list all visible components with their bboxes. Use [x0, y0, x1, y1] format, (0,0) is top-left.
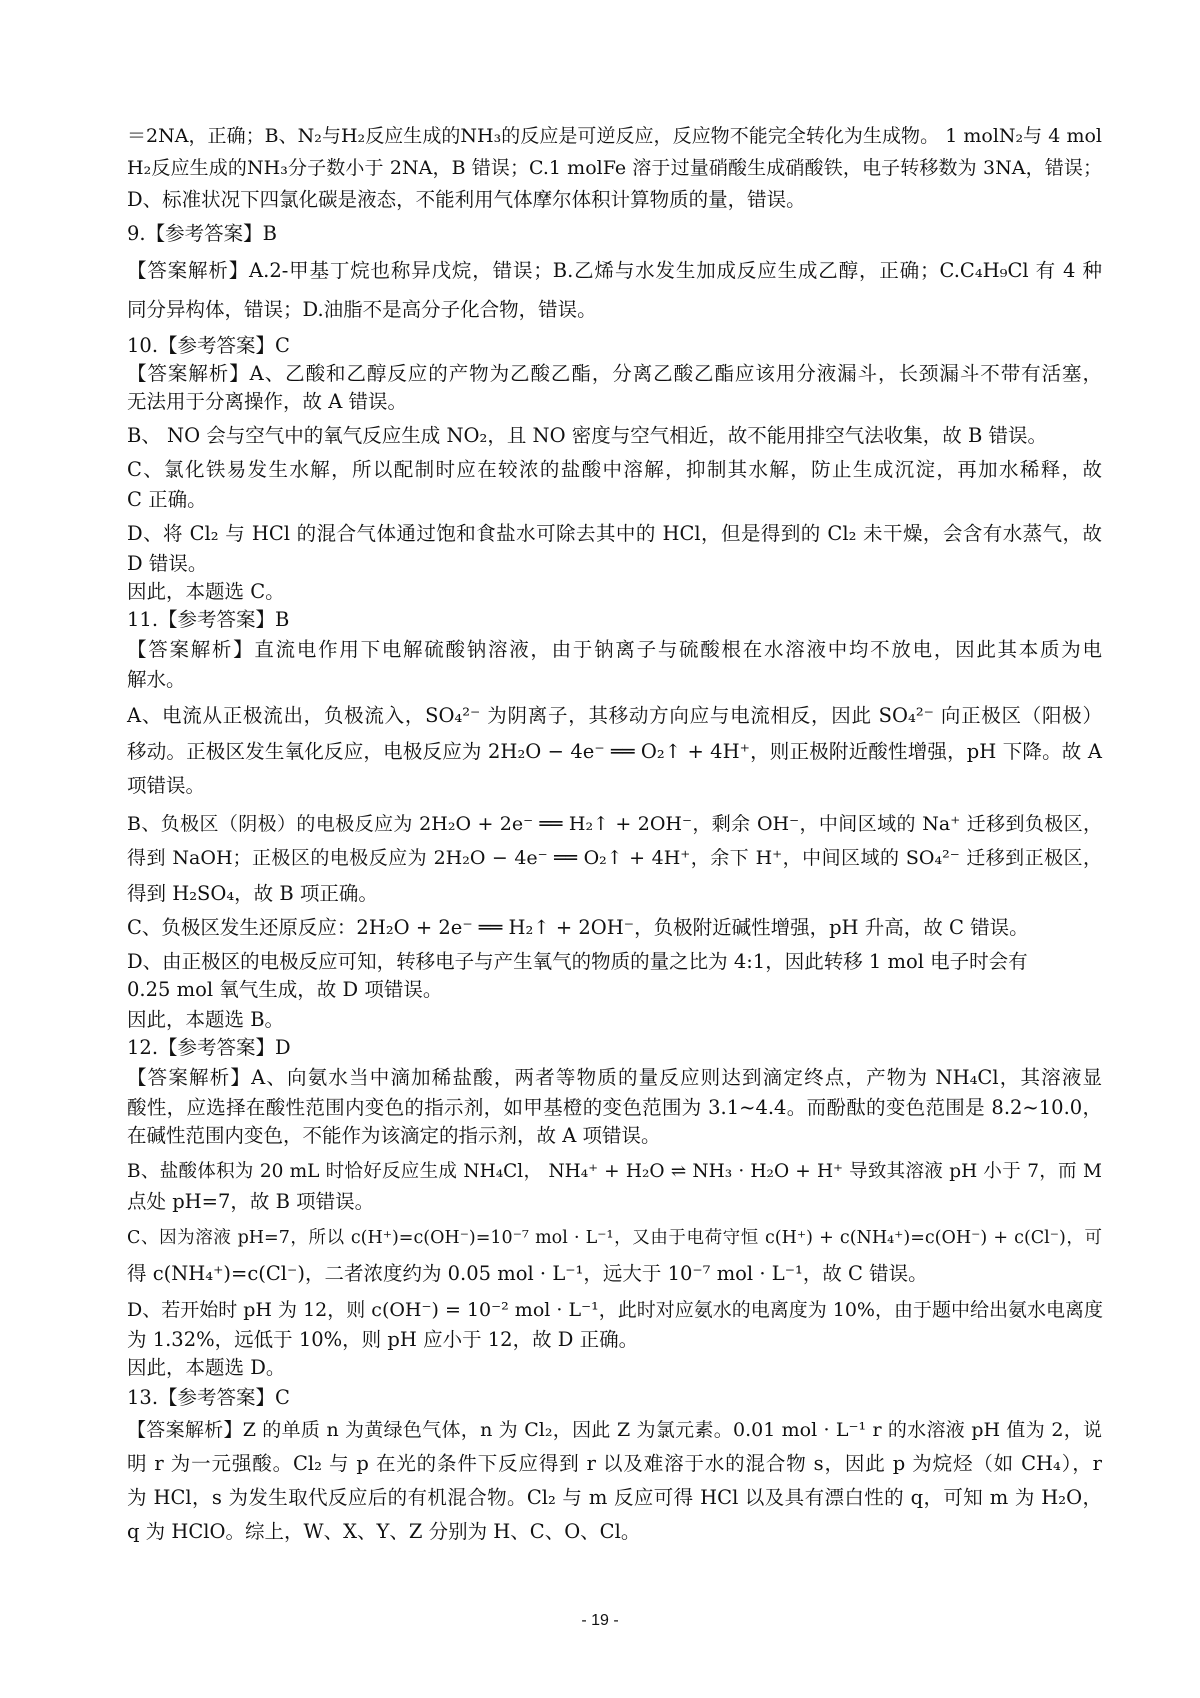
text-line: 得到 NaOH；正极区的电极反应为 2H₂O − 4e⁻ ══ O₂↑ + 4H⁺，余下 H⁺，中间区域的 SO₄²⁻ 迁移到正极区，: [127, 847, 1102, 869]
page-number: - 19 -: [581, 1612, 619, 1629]
text-line: 同分异构体，错误；D.油脂不是高分子化合物，错误。: [127, 298, 597, 321]
text-line: H₂反应生成的NH₃分子数小于 2NA，B 错误；C.1 molFe 溶于过量硝酸生成硝酸铁，电子转移数为 3NA，错误；: [127, 157, 1102, 179]
text-line: 【答案解析】A.2-甲基丁烷也称异戊烷，错误；B.乙烯与水发生加成反应生成乙醇，正确；C.C₄H₉Cl 有 4 种: [127, 259, 1102, 282]
text-line: D 错误。: [127, 552, 208, 575]
text-line: C 正确。: [127, 488, 207, 511]
text-line: q 为 HClO。综上，W、X、Y、Z 分别为 H、C、O、Cl。: [127, 1520, 641, 1543]
text-line: C、负极区发生还原反应：2H₂O + 2e⁻ ══ H₂↑ + 2OH⁻，负极附近碱性增强，pH 升高，故 C 错误。: [127, 916, 1029, 939]
text-line: B、盐酸体积为 20 mL 时恰好反应生成 NH₄Cl， NH₄⁺ + H₂O ⇌ NH₃ · H₂O + H⁺ 导致其溶液 pH 小于 7，而 M: [127, 1161, 1102, 1182]
text-line: 明 r 为一元强酸。Cl₂ 与 p 在光的条件下反应得到 r 以及难溶于水的混合物 s，因此 p 为烷烃（如 CH₄），r: [127, 1452, 1102, 1475]
answer-heading: 12.【参考答案】D: [127, 1036, 291, 1059]
text-line: 【答案解析】A、乙酸和乙醇反应的产物为乙酸乙酯，分离乙酸乙酯应该用分液漏斗，长颈漏斗不带有活塞，: [127, 362, 1102, 385]
text-line: 为 HCl，s 为发生取代反应后的有机混合物。Cl₂ 与 m 反应可得 HCl 以及具有漂白性的 q，可知 m 为 H₂O，: [127, 1486, 1102, 1509]
text-line: C、氯化铁易发生水解，所以配制时应在较浓的盐酸中溶解，抑制其水解，防止生成沉淀，再加水稀释，故: [127, 458, 1102, 481]
text-line: 在碱性范围内变色，不能作为该滴定的指示剂，故 A 项错误。: [127, 1124, 661, 1147]
text-line: 【答案解析】A、向氨水当中滴加稀盐酸，两者等物质的量反应则达到滴定终点，产物为 NH₄Cl，其溶液显: [127, 1066, 1102, 1089]
answer-heading: 10.【参考答案】C: [127, 334, 290, 357]
text-line: 移动。正极区发生氧化反应，电极反应为 2H₂O − 4e⁻ ══ O₂↑ + 4H⁺，则正极附近酸性增强，pH 下降。故 A: [127, 740, 1102, 763]
text-line: 因此，本题选 C。: [127, 580, 285, 603]
text-line: D、由正极区的电极反应可知，转移电子与产生氧气的物质的量之比为 4:1，因此转移 1 mol 电子时会有: [127, 950, 1028, 973]
text-line: 为 1.32%，远低于 10%，则 pH 应小于 12，故 D 正确。: [127, 1328, 639, 1351]
text-line: D、标准状况下四氯化碳是液态，不能利用气体摩尔体积计算物质的量，错误。: [127, 188, 806, 211]
text-line: 【答案解析】直流电作用下电解硫酸钠溶液，由于钠离子与硫酸根在水溶液中均不放电，因此其本质为电: [127, 638, 1102, 661]
answer-heading: 11.【参考答案】B: [127, 608, 290, 631]
text-line: 酸性，应选择在酸性范围内变色的指示剂，如甲基橙的变色范围为 3.1~4.4。而酚酞的变色范围是 8.2~10.0，: [127, 1096, 1102, 1119]
text-line: D、若开始时 pH 为 12，则 c(OH⁻) = 10⁻² mol · L⁻¹，此时对应氨水的电离度为 10%，由于题中给出氨水电离度: [127, 1299, 1103, 1321]
text-line: B、 NO 会与空气中的氧气反应生成 NO₂，且 NO 密度与空气相近，故不能用排空气法收集，故 B 错误。: [127, 424, 1048, 447]
text-line: 0.25 mol 氧气生成，故 D 项错误。: [127, 978, 443, 1001]
text-line: 解水。: [127, 668, 186, 691]
text-line: 【答案解析】Z 的单质 n 为黄绿色气体，n 为 Cl₂，因此 Z 为氯元素。0.01 mol · L⁻¹ r 的水溶液 pH 值为 2，说: [127, 1419, 1102, 1441]
text-line: 得到 H₂SO₄，故 B 项正确。: [127, 882, 378, 905]
text-line: 点处 pH=7，故 B 项错误。: [127, 1190, 375, 1213]
text-line: ＝2NA，正确；B、N₂与H₂反应生成的NH₃的反应是可逆反应，反应物不能完全转化为生成物。 1 molN₂与 4 mol: [127, 125, 1102, 147]
text-line: A、电流从正极流出，负极流入，SO₄²⁻ 为阴离子，其移动方向应与电流相反，因此 SO₄²⁻ 向正极区（阳极）: [127, 704, 1102, 727]
text-line: B、负极区（阴极）的电极反应为 2H₂O + 2e⁻ ══ H₂↑ + 2OH⁻，剩余 OH⁻，中间区域的 Na⁺ 迁移到负极区，: [127, 813, 1102, 835]
text-line: 因此，本题选 D。: [127, 1356, 286, 1379]
text-line: C、因为溶液 pH=7，所以 c(H⁺)=c(OH⁻)=10⁻⁷ mol · L⁻¹，又由于电荷守恒 c(H⁺) + c(NH₄⁺)=c(OH⁻) + c(Cl⁻)，可: [127, 1228, 1102, 1248]
answer-heading: 13.【参考答案】C: [127, 1386, 290, 1409]
text-line: 得 c(NH₄⁺)=c(Cl⁻)，二者浓度约为 0.05 mol · L⁻¹，远大于 10⁻⁷ mol · L⁻¹，故 C 错误。: [127, 1262, 928, 1285]
text-line: D、将 Cl₂ 与 HCl 的混合气体通过饱和食盐水可除去其中的 HCl，但是得到的 Cl₂ 未干燥，会含有水蒸气，故: [127, 522, 1102, 545]
answer-heading: 9.【参考答案】B: [127, 222, 277, 245]
text-line: 因此，本题选 B。: [127, 1008, 285, 1031]
text-line: 无法用于分离操作，故 A 错误。: [127, 390, 407, 413]
text-line: 项错误。: [127, 774, 206, 797]
